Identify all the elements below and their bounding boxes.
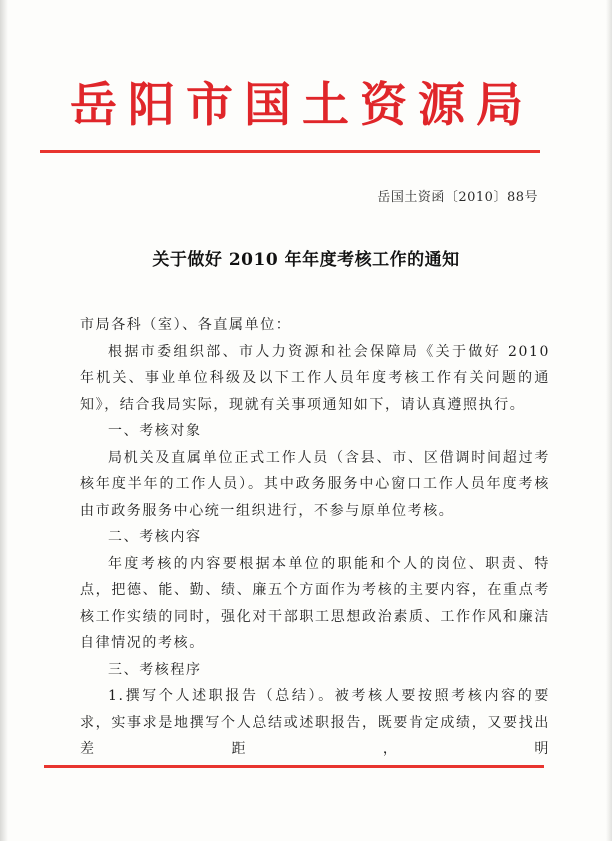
document-title: 关于做好 2010 年年度考核工作的通知 xyxy=(152,250,460,270)
section-heading-1: 一、考核对象 xyxy=(108,423,202,439)
letterhead-org-name: 岳阳市国土资源局 xyxy=(70,78,534,133)
document-number: 岳国土资函〔2010〕88号 xyxy=(377,190,538,205)
section-body-2: 年度考核的内容要根据本单位的职能和个人的岗位、职责、特点，把德、能、勤、绩、廉五个方面作为考核的主要内容，在重点考核工作实绩的同时，强化对干部职工思想政治素质、工作作风和廉洁自律情况的考核。 xyxy=(80,555,550,651)
section-heading-3: 三、考核程序 xyxy=(108,661,202,678)
salutation: 市局各科（室）、各直属单位： xyxy=(80,317,292,333)
section-3-item-1: 1.撰写个人述职报告（总结）。被考核人要按照考核内容的要求，实事求是地撰写个人总结或述职报告，既要肯定成绩，又要找出差距，明 xyxy=(80,688,550,757)
document-body xyxy=(80,312,550,763)
intro-paragraph: 根据市委组织部、市人力资源和社会保障局《关于做好 2010 年机关、事业单位科级及以下工作人员年度考核工作有关问题的通知》，结合我局实际，现就有关事项通知如下，请认真遵照执行。 xyxy=(80,343,550,413)
scan-shadow-left xyxy=(0,0,8,841)
footer-red-rule xyxy=(44,765,544,768)
letterhead-red-rule xyxy=(40,150,540,153)
scan-shadow-right xyxy=(606,0,612,841)
section-body-1: 局机关及直属单位正式工作人员（含县、市、区借调时间超过考核年度半年的工作人员）。其中政务服务中心窗口工作人员年度考核由市政务服务中心统一组织进行，不参与原单位考核。 xyxy=(80,449,550,519)
section-heading-2: 二、考核内容 xyxy=(108,529,202,545)
